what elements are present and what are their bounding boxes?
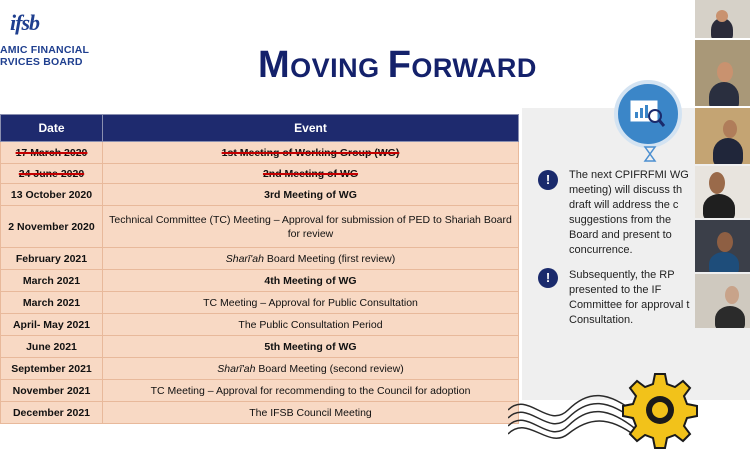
event-cell: 2nd Meeting of WG — [103, 164, 519, 184]
note-1-line: concurrence. — [569, 244, 633, 256]
date-cell: 24 June 2020 — [1, 164, 103, 184]
note-1-line: meeting) will discuss th — [569, 184, 683, 196]
date-column-header: Date — [1, 115, 103, 142]
timeline-table — [0, 114, 518, 424]
note-paragraph-2 — [569, 268, 697, 328]
note-1-line: The next CPIFRFMI WG — [569, 169, 689, 181]
date-cell: June 2021 — [1, 336, 103, 358]
title-rest-1: OVING — [290, 53, 380, 83]
event-cell — [103, 358, 519, 380]
gear-icon — [620, 370, 700, 450]
date-cell: December 2021 — [1, 402, 103, 424]
ifsb-logo — [0, 10, 90, 70]
date-cell: 13 October 2020 — [1, 184, 103, 206]
table-row — [1, 292, 519, 314]
note-2-line: Subsequently, the RP — [569, 269, 675, 281]
title-initial-2: F — [387, 44, 412, 86]
note-paragraph-1 — [569, 168, 697, 258]
participant-video-tile[interactable] — [695, 40, 750, 106]
note-1-line: Board and present to — [569, 229, 672, 241]
note-2-line: Committee for approval t — [569, 299, 690, 311]
date-cell: September 2021 — [1, 358, 103, 380]
event-cell: The Public Consultation Period — [103, 314, 519, 336]
table-row — [1, 380, 519, 402]
note-1-line: draft will address the c — [569, 199, 679, 211]
event-text: Board Meeting (second review) — [255, 362, 404, 375]
participant-video-tile[interactable] — [695, 274, 750, 328]
participant-video-tile[interactable] — [695, 220, 750, 272]
participant-video-tile[interactable] — [695, 166, 750, 218]
note-2-line: Consultation. — [569, 314, 634, 326]
table-row — [1, 248, 519, 270]
note-1-line: suggestions from the — [569, 214, 672, 226]
event-cell: 3rd Meeting of WG — [103, 184, 519, 206]
date-cell: February 2021 — [1, 248, 103, 270]
note-bullet-icon: ! — [538, 268, 558, 288]
table-row — [1, 402, 519, 424]
video-participants-strip — [695, 0, 750, 330]
logo-text-line1: AMIC FINANCIAL — [0, 44, 90, 56]
table-row — [1, 336, 519, 358]
event-emphasis: Sharī'ah — [225, 252, 264, 265]
table-row — [1, 358, 519, 380]
participant-video-tile[interactable] — [695, 108, 750, 164]
date-cell: March 2021 — [1, 292, 103, 314]
table-row — [1, 206, 519, 248]
table-row — [1, 314, 519, 336]
table-row — [1, 164, 519, 184]
event-cell: 4th Meeting of WG — [103, 270, 519, 292]
logo-text-line2: RVICES BOARD — [0, 56, 83, 68]
title-initial-1: M — [258, 44, 291, 86]
event-cell: 1st Meeting of Working Group (WG) — [103, 142, 519, 164]
date-cell: April- May 2021 — [1, 314, 103, 336]
event-cell: 5th Meeting of WG — [103, 336, 519, 358]
date-cell: November 2021 — [1, 380, 103, 402]
date-cell: 17 March 2020 — [1, 142, 103, 164]
logo-mark: ifsb — [10, 10, 39, 35]
event-text: Board Meeting (first review) — [263, 252, 396, 265]
date-cell: March 2021 — [1, 270, 103, 292]
table-row — [1, 142, 519, 164]
event-cell: The IFSB Council Meeting — [103, 402, 519, 424]
table-row — [1, 270, 519, 292]
table-row — [1, 184, 519, 206]
event-column-header: Event — [103, 115, 519, 142]
chart-magnifier-icon — [614, 80, 682, 148]
event-cell: TC Meeting – Approval for Public Consultation — [103, 292, 519, 314]
title-rest-2: ORWARD — [411, 53, 537, 83]
participant-video-tile[interactable] — [695, 0, 750, 38]
date-cell: 2 November 2020 — [1, 206, 103, 248]
slide-title — [258, 44, 537, 87]
event-emphasis: Sharī'ah — [217, 362, 256, 375]
decorative-waves-icon — [508, 380, 638, 450]
hourglass-icon — [643, 146, 657, 162]
note-2-line: presented to the IF — [569, 284, 662, 296]
note-bullet-icon: ! — [538, 170, 558, 190]
event-cell: TC Meeting – Approval for recommending to the Council for adoption — [103, 380, 519, 402]
event-cell: Technical Committee (TC) Meeting – Approval for submission of PED to Shariah Board for review — [103, 206, 519, 248]
table-header-row — [1, 115, 519, 142]
event-cell — [103, 248, 519, 270]
